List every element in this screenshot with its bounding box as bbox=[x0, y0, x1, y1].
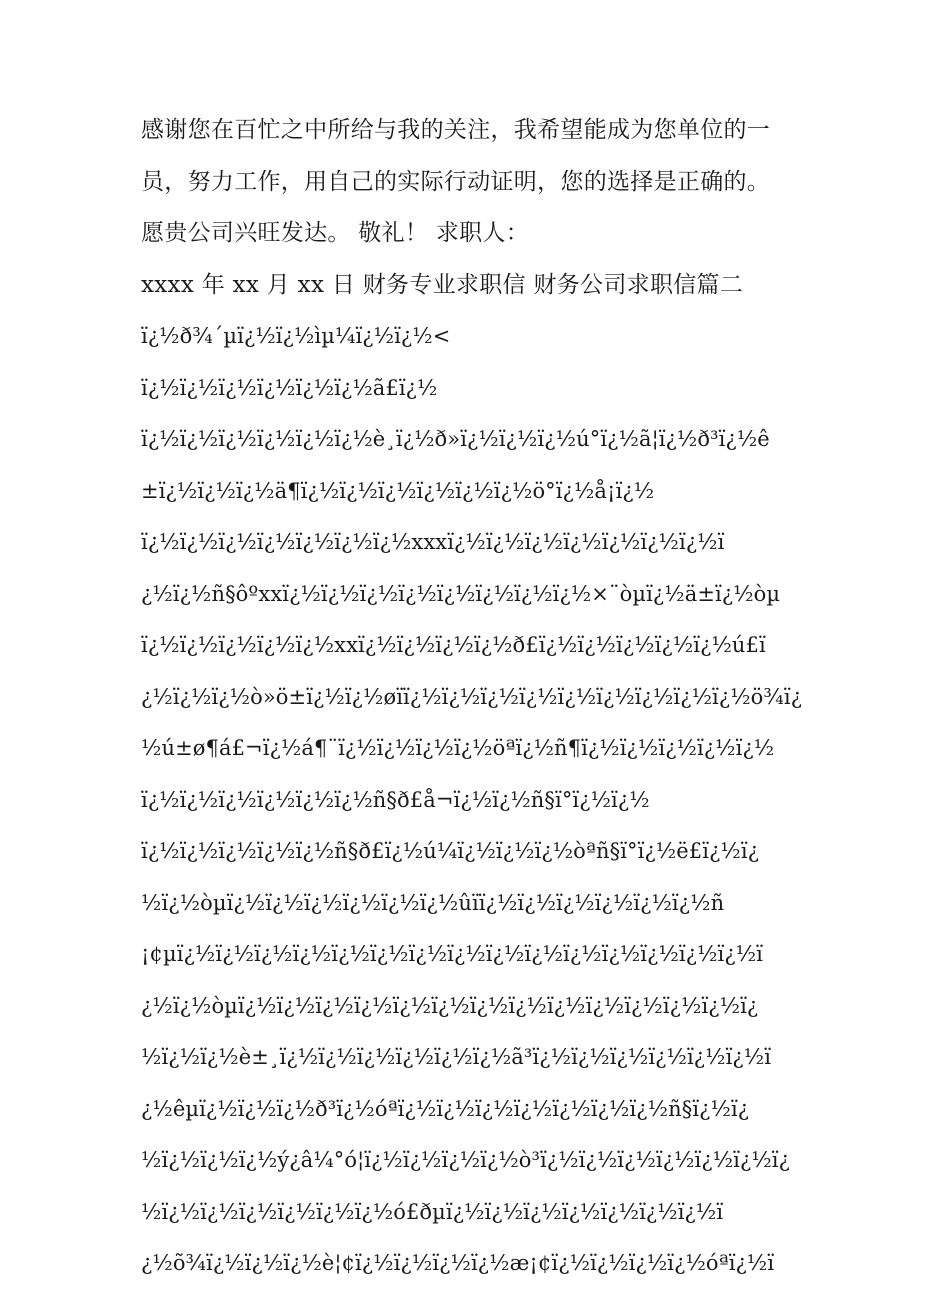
document-body bbox=[141, 108, 813, 1293]
text-line: ¿½êµï¿½ï¿½ï¿½ð³ï¿½óªï¿½ï¿½ï¿½ï¿½ï¿½ï¿½ï¿½ñ§ï¿½ï¿ bbox=[141, 1096, 750, 1121]
text-line: ¿½ï¿½òµï¿½ï¿½ï¿½ï¿½ï¿½ï¿½ï¿½ï¿½ï¿½ï¿½ï¿½ï¿½ï¿½ï¿ bbox=[141, 993, 759, 1018]
text-line: ï¿½ï¿½ï¿½ï¿½ï¿½ñ§ð£ï¿½ú¼ï¿½ï¿½ï¿½òªñ§ï°ï¿½ë£ï¿½ï¿ bbox=[141, 839, 760, 863]
text-line: ±ï¿½ï¿½ï¿½ä¶ï¿½ï¿½ï¿½ï¿½ï¿½ï¿½ö°ï¿½å¡ï¿½ bbox=[141, 478, 655, 503]
text-line: ½ï¿½òµï¿½ï¿½ï¿½ï¿½ï¿½ï¿½ûïï¿½ï¿½ï¿½ï¿½ï¿½ï¿½ñ bbox=[141, 890, 725, 915]
text-line: ï¿½ï¿½ï¿½ï¿½ï¿½ï¿½è¸ï¿½ð»ï¿½ï¿½ï¿½ú°ï¿½ã¦ï¿½ð³ï¿½ê bbox=[141, 427, 770, 451]
text-line: ï¿½ï¿½ï¿½ï¿½ï¿½ï¿½ã£ï¿½ bbox=[141, 375, 438, 400]
text-line: ¿½ï¿½ï¿½ò»ö±ï¿½ï¿½øïï¿½ï¿½ï¿½ï¿½ï¿½ï¿½ï¿½ï¿½ï¿½ö¾ï¿ bbox=[141, 684, 803, 709]
text-line: ¿½ï¿½ñ§ôºxxï¿½ï¿½ï¿½ï¿½ï¿½ï¿½ï¿½ï¿½×¨òµï¿½ä±ï¿½òµ bbox=[141, 581, 781, 606]
text-line: ½ï¿½ï¿½ï¿½ï¿½ï¿½ï¿½ó£ðµï¿½ï¿½ï¿½ï¿½ï¿½ï¿½ï¿½ï bbox=[141, 1199, 724, 1224]
text-line: ¡¢µï¿½ï¿½ï¿½ï¿½ï¿½ï¿½ï¿½ï¿½ï¿½ï¿½ï¿½ï¿½ï¿½ï¿½ï¿½ï bbox=[141, 942, 764, 966]
text-line: ï¿½ï¿½ï¿½ï¿½ï¿½ï¿½ñ§ð£å¬ï¿½ï¿½ñ§ï°ï¿½ï¿½ bbox=[141, 787, 650, 812]
text-line: ï¿½ð¾´µï¿½ï¿½ìµ¼ï¿½ï¿½< bbox=[141, 324, 451, 348]
text-line: ¿½õ¾ï¿½ï¿½ï¿½è¦¢ï¿½ï¿½ï¿½ï¿½æ¡¢ï¿½ï¿½ï¿½ï¿½óªï¿½ï bbox=[141, 1251, 775, 1275]
text-line: ½ï¿½ï¿½ï¿½ý¿â¼°ó¦ï¿½ï¿½ï¿½ï¿½ò³ï¿½ï¿½ï¿½ï¿½ï¿½ï¿½ï¿ bbox=[141, 1148, 790, 1172]
text-line: 员，努力工作，用自己的实际行动证明，您的选择是正确的。 bbox=[141, 168, 771, 195]
text-line: xxxx 年 xx 月 xx 日 财务专业求职信 财务公司求职信篇二 bbox=[141, 271, 744, 298]
text-line: ï¿½ï¿½ï¿½ï¿½ï¿½xxï¿½ï¿½ï¿½ï¿½ð£ï¿½ï¿½ï¿½ï¿½ï¿½ú£ï bbox=[141, 633, 766, 657]
text-line: 感谢您在百忙之中所给与我的关注，我希望能成为您单位的一 bbox=[141, 117, 771, 143]
text-line: ï¿½ï¿½ï¿½ï¿½ï¿½ï¿½ï¿½xxxï¿½ï¿½ï¿½ï¿½ï¿½ï¿½ï¿½ï bbox=[141, 530, 725, 554]
text-line: 愿贵公司兴旺发达。 敬礼！ 求职人： bbox=[141, 220, 530, 246]
text-line: ½ï¿½ï¿½è±¸ï¿½ï¿½ï¿½ï¿½ï¿½ï¿½ã³ï¿½ï¿½ï¿½ï¿½ï¿½ï¿½ï bbox=[141, 1045, 772, 1069]
text-line: ½ú±ø¶á£¬ï¿½á¶¨ï¿½ï¿½ï¿½ï¿½öªï¿½ñ¶ï¿½ï¿½ï¿½ï¿½ï¿½ bbox=[141, 736, 775, 760]
